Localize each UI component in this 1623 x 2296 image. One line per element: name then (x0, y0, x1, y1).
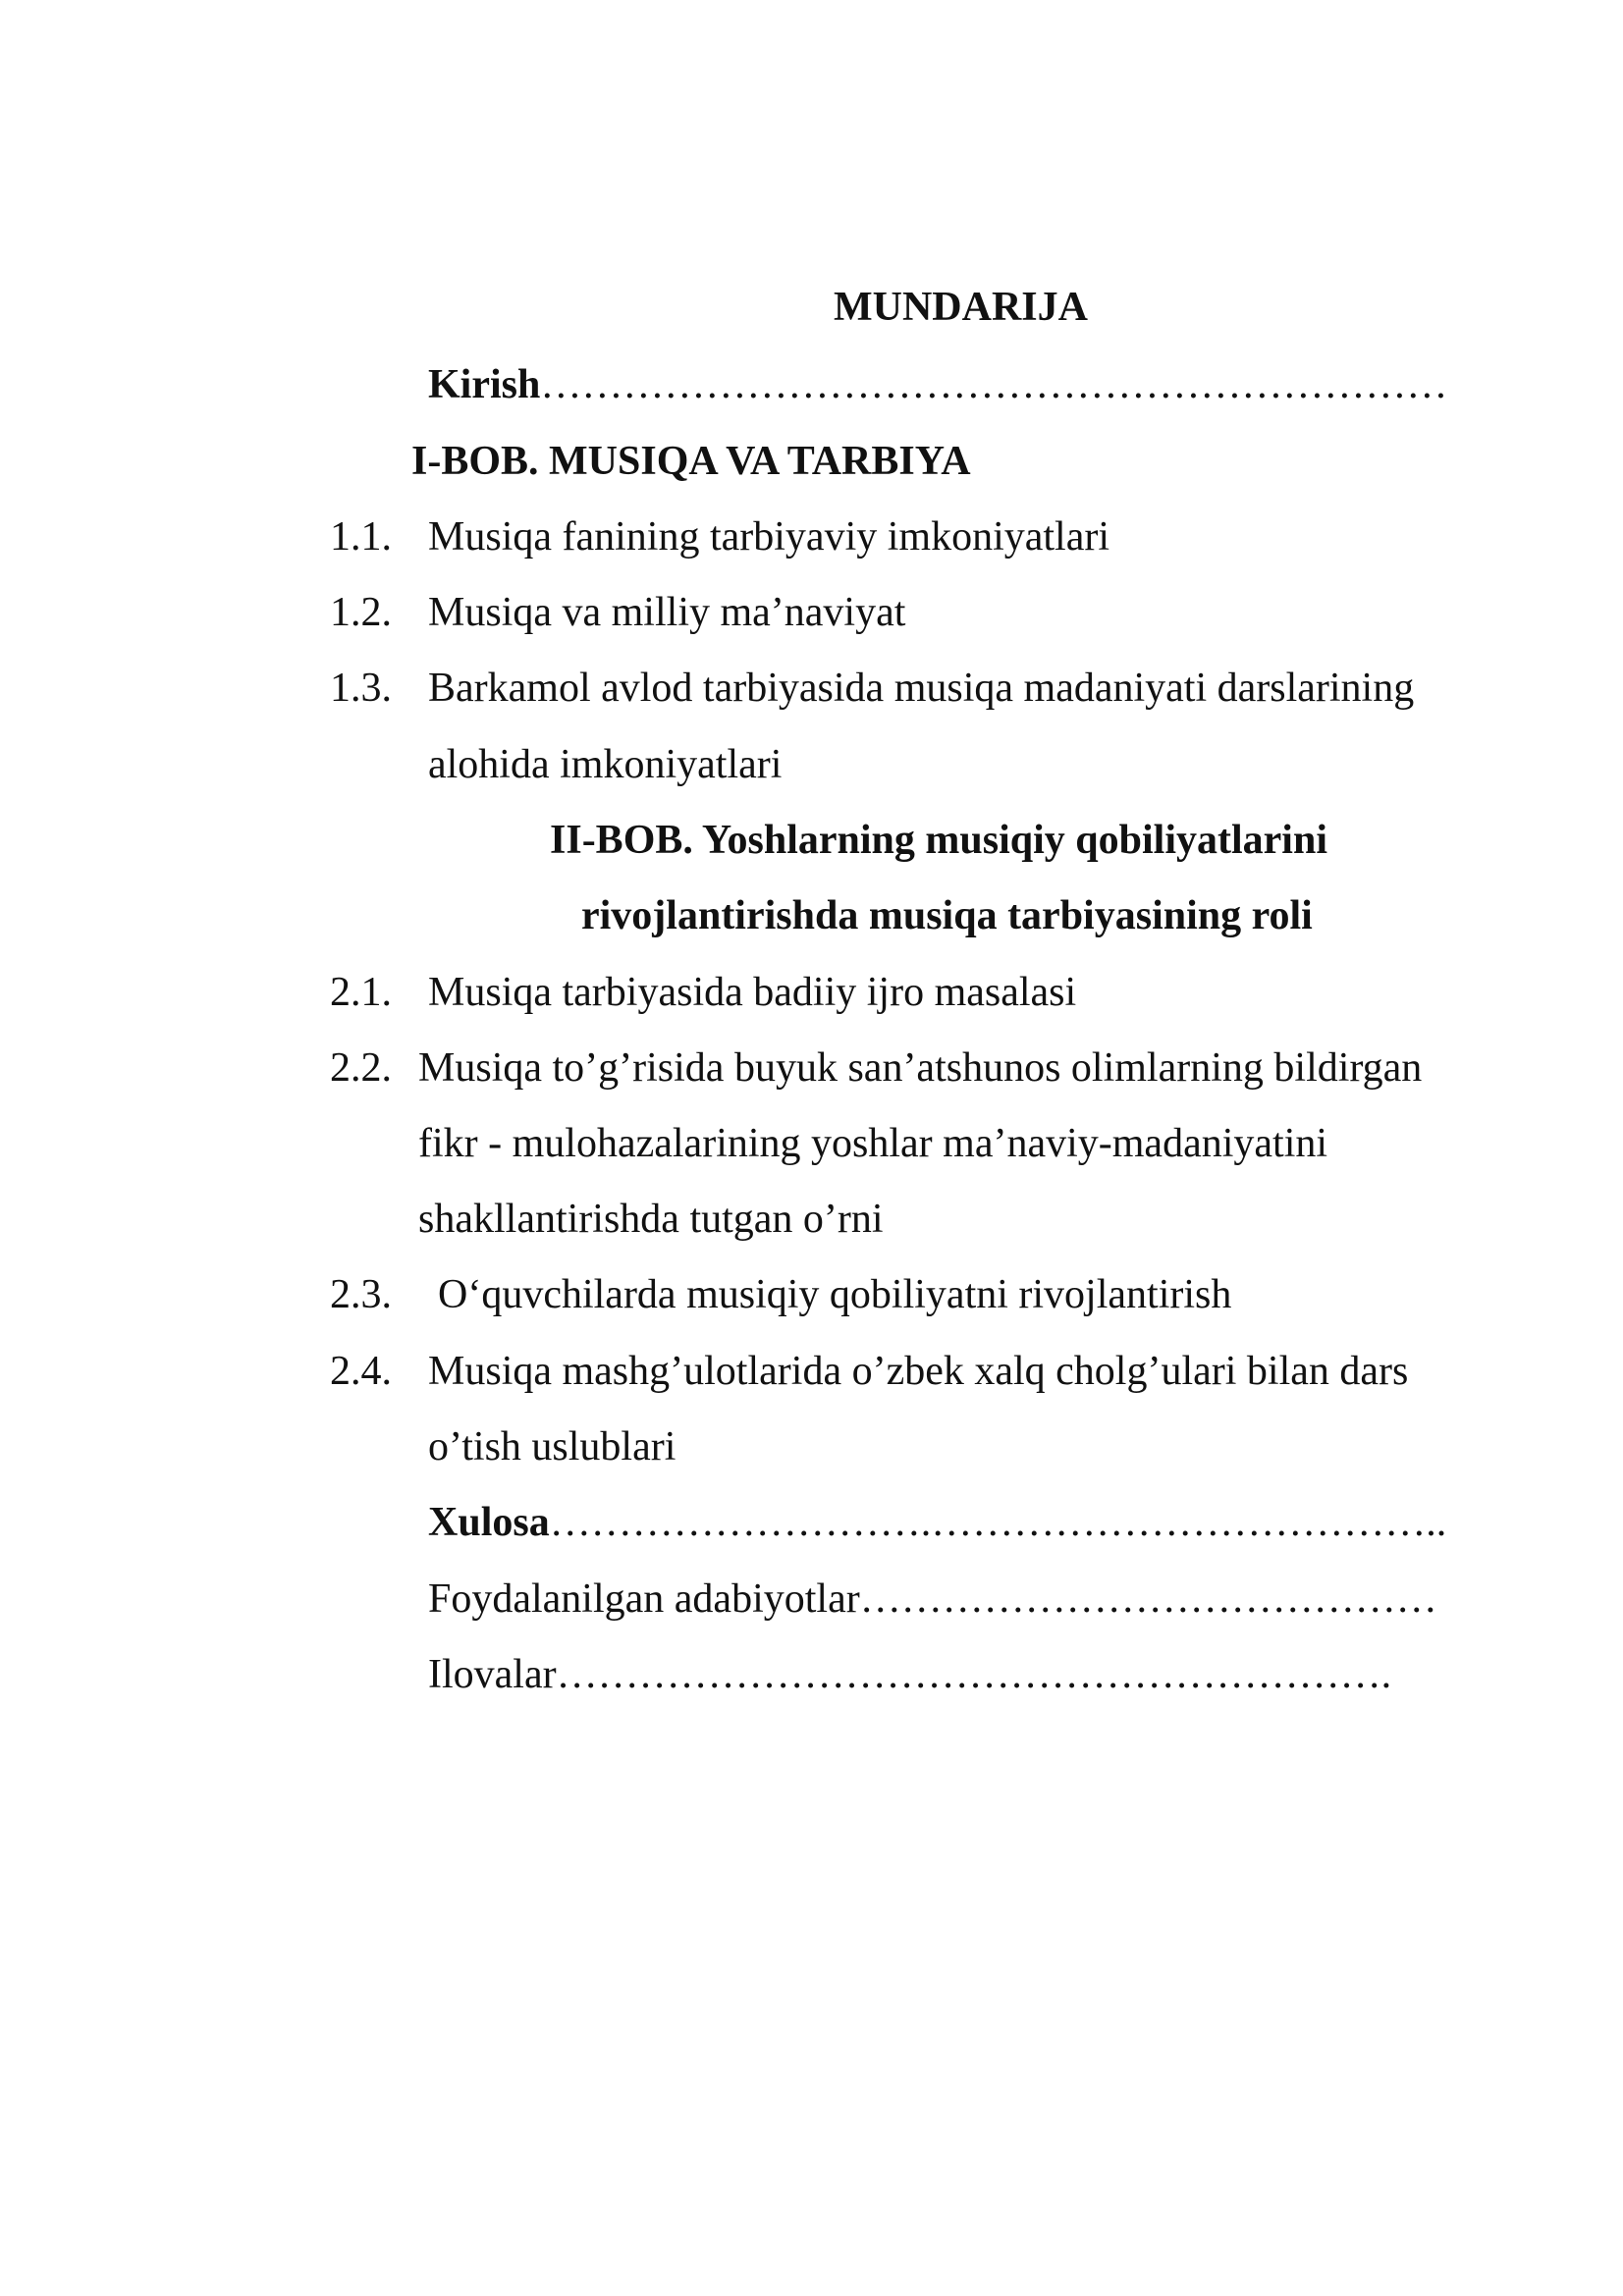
toc-item-text-continued: alohida imkoniyatlari (428, 742, 783, 787)
toc-item-number: 1.2. (330, 590, 392, 635)
toc-leader-dots: ……………………….……………………………….. (549, 1500, 1447, 1545)
toc-item-number: 2.3. (330, 1272, 392, 1317)
toc-item-1-2 (330, 588, 392, 637)
toc-item-1-1 (330, 512, 392, 561)
toc-entry-references (428, 1575, 1437, 1624)
toc-item-number: 2.4. (330, 1349, 392, 1394)
toc-item-text: Musiqa tarbiyasida badiiy ijro masalasi (428, 970, 1077, 1015)
chapter-2-heading-line-1: II-BOB. Yoshlarning musiqiy qobiliyatlarini (550, 818, 1327, 863)
toc-item-number: 2.2. (330, 1045, 392, 1091)
toc-item-number: 1.1. (330, 514, 392, 560)
toc-item-text-continued: shakllantirishda tutgan o’rni (418, 1197, 884, 1242)
toc-item-text-continued: fikr - mulohazalarining yoshlar ma’naviy-madaniyatini (418, 1121, 1328, 1166)
toc-entry-intro (428, 360, 1447, 409)
toc-item-text: O‘quvchilarda musiqiy qobiliyatni rivojlantirish (438, 1272, 1232, 1317)
toc-entry-label: Ilovalar (428, 1652, 557, 1697)
toc-item-text: Musiqa va milliy ma’naviyat (428, 590, 906, 635)
toc-item-text: Barkamol avlod tarbiyasida musiqa madaniyati darslarining (428, 666, 1415, 711)
toc-entry-label: Foydalanilgan adabiyotlar (428, 1576, 860, 1622)
toc-leader-dots: …………………………………… (859, 1576, 1437, 1622)
toc-item-text: Musiqa mashg’ulotlarida o’zbek xalq cholg’ulari bilan dars (428, 1349, 1409, 1394)
toc-item-text: Musiqa to’g’risida buyuk san’atshunos olimlarning bildirgan (418, 1045, 1423, 1091)
chapter-2-heading-line-2: rivojlantirishda musiqa tarbiyasining roli (581, 893, 1313, 938)
toc-leader-dots: ………………………………………………………… (540, 362, 1448, 407)
toc-item-2-1 (330, 968, 392, 1017)
toc-item-2-2 (330, 1043, 392, 1093)
toc-entry-label: Xulosa (428, 1500, 550, 1545)
toc-item-number: 2.1. (330, 970, 392, 1015)
toc-item-number: 1.3. (330, 666, 392, 711)
chapter-1-heading: I-BOB. MUSIQA VA TARBIYA (411, 439, 971, 484)
toc-entry-label: Kirish (428, 362, 541, 407)
toc-item-text-continued: o’tish uslublari (428, 1424, 676, 1469)
toc-item-2-4 (330, 1347, 392, 1396)
toc-item-text: Musiqa fanining tarbiyaviy imkoniyatlari (428, 514, 1110, 560)
toc-entry-appendix (428, 1650, 1391, 1699)
toc-entry-conclusion (428, 1498, 1446, 1547)
toc-title: MUNDARIJA (834, 285, 1088, 330)
toc-item-1-3 (330, 664, 392, 713)
toc-item-2-3 (330, 1270, 392, 1319)
toc-leader-dots: ……………………………………………………. (556, 1652, 1392, 1697)
